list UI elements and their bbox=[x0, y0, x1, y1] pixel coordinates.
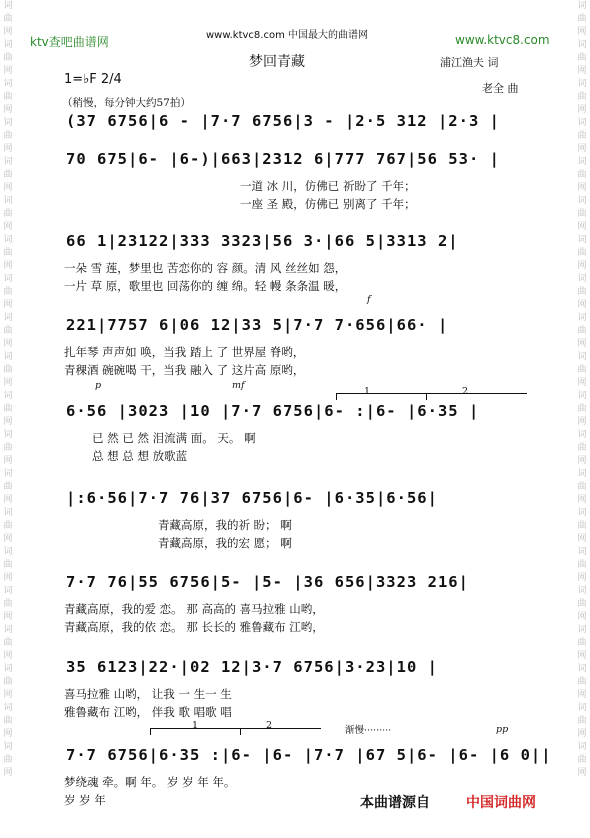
dynamic-mark-pp: pp bbox=[496, 724, 509, 735]
volta-label-2: 2 bbox=[462, 386, 469, 397]
volta-label-2: 2 bbox=[266, 720, 273, 731]
volta-bracket-1 bbox=[336, 393, 427, 400]
lyric-verse-2: 总 想 总 想 放歌蓝 bbox=[92, 449, 188, 463]
lyric-verse-2: 青藏高原，我的依 恋。 那 长长的 雅鲁藏布 江哟， bbox=[64, 620, 324, 634]
song-title: 梦回青藏 bbox=[249, 54, 305, 70]
watermark-site-center: www.ktvc8.com 中国最大的曲谱网 bbox=[206, 30, 369, 41]
jianpu-numbers: 70 675|6- |6-)|663|2312 6|777 767|56 53· | bbox=[66, 150, 500, 168]
lyric-verse-1: 梦绕魂 牵。啊 年。 岁 岁 年 年。 bbox=[64, 775, 236, 789]
jianpu-numbers: 6·56 |3023 |10 |7·7 6756|6- :|6- |6·35 | bbox=[66, 402, 480, 420]
lyric-verse-1: 喜马拉雅 山哟， 让我 一 生一 生 bbox=[64, 687, 232, 701]
lyric-verse-1: 扎年琴 声声如 唤，当我 踏上 了 世界屋 脊哟， bbox=[64, 345, 305, 359]
footer-site-logo: 中国词曲网 bbox=[466, 795, 536, 811]
volta-bracket-2 bbox=[426, 393, 527, 400]
song-lyricist: 浦江渔夫 词 bbox=[440, 56, 499, 69]
side-watermark-left: 词曲网词曲网词曲网词曲网词曲网词曲网词曲网词曲网词曲网词曲网词曲网词曲网词曲网词曲网词曲网词曲网词曲网词曲网词曲网词曲网 bbox=[3, 1, 13, 778]
lyric-verse-2: 一片 草 原，歌里也 回荡你的 缠 绵。轻 幔 条条温 暖， bbox=[64, 279, 347, 293]
lyric-verse-1: 青藏高原，我的爱 恋。 那 高高的 喜马拉雅 山哟， bbox=[64, 602, 324, 616]
lyric-verse-2: 岁 岁 年 bbox=[64, 793, 106, 807]
dynamic-mark-mf: mf bbox=[232, 380, 245, 391]
watermark-site-left: ktv查吧曲谱网 bbox=[30, 35, 109, 49]
song-composer: 老全 曲 bbox=[482, 82, 519, 95]
lyric-verse-1: 青藏高原，我的祈 盼； 啊 bbox=[158, 518, 292, 532]
lyric-verse-1: 已 然 已 然 泪流满 面。 天。 啊 bbox=[92, 431, 256, 445]
jianpu-numbers: 35 6123|22·|02 12|3·7 6756|3·23|10 | bbox=[66, 658, 438, 676]
jianpu-numbers: 66 1|23122|333 3323|56 3·|66 5|3313 2| bbox=[66, 232, 459, 250]
dynamic-mark-f: f bbox=[367, 294, 371, 305]
lyric-verse-2: 雅鲁藏布 江哟， 伴我 歌 唱歌 唱 bbox=[64, 705, 232, 719]
watermark-url-right[interactable]: www.ktvc8.com bbox=[455, 33, 550, 47]
lyric-verse-2: 青藏高原，我的宏 愿； 啊 bbox=[158, 536, 292, 550]
lyric-verse-2: 青稞酒 碗碗喝 干，当我 融入 了 这片高 原哟， bbox=[64, 363, 305, 377]
lyric-verse-2: 一座 圣 殿，仿佛已 别离了 千年； bbox=[240, 197, 416, 211]
key-signature: 1=♭F 2/4 bbox=[64, 72, 122, 87]
side-watermark-right: 词曲网词曲网词曲网词曲网词曲网词曲网词曲网词曲网词曲网词曲网词曲网词曲网词曲网词曲网词曲网词曲网词曲网词曲网词曲网词曲网 bbox=[577, 1, 587, 778]
volta-bracket-2 bbox=[240, 728, 321, 735]
jianpu-numbers: |:6·56|7·7 76|37 6756|6- |6·35|6·56| bbox=[66, 489, 438, 507]
ritardando-mark: 渐慢········· bbox=[345, 725, 392, 736]
jianpu-numbers: 7·7 76|55 6756|5- |5- |36 656|3323 216| bbox=[66, 573, 469, 591]
jianpu-numbers: 221|7757 6|06 12|33 5|7·7 7·656|66· | bbox=[66, 316, 449, 334]
lyric-verse-1: 一朵 雪 莲，梦里也 苦恋你的 容 颜。清 风 丝丝如 怨， bbox=[64, 261, 347, 275]
jianpu-numbers: (37 6756|6 - |7·7 6756|3 - |2·5 312 |2·3 | bbox=[66, 112, 500, 130]
volta-label-1: 1 bbox=[364, 386, 371, 397]
volta-label-1: 1 bbox=[192, 720, 199, 731]
dynamic-mark-p: p bbox=[95, 380, 102, 391]
jianpu-numbers: 7·7 6756|6·35 :|6- |6- |7·7 |67 5|6- |6- |6 0|| bbox=[66, 746, 552, 764]
footer-source-label: 本曲谱源自 bbox=[360, 795, 430, 811]
lyric-verse-1: 一道 冰 川，仿佛已 祈盼了 千年； bbox=[240, 179, 416, 193]
tempo-note: （稍慢，每分钟大约57拍） bbox=[62, 97, 191, 109]
